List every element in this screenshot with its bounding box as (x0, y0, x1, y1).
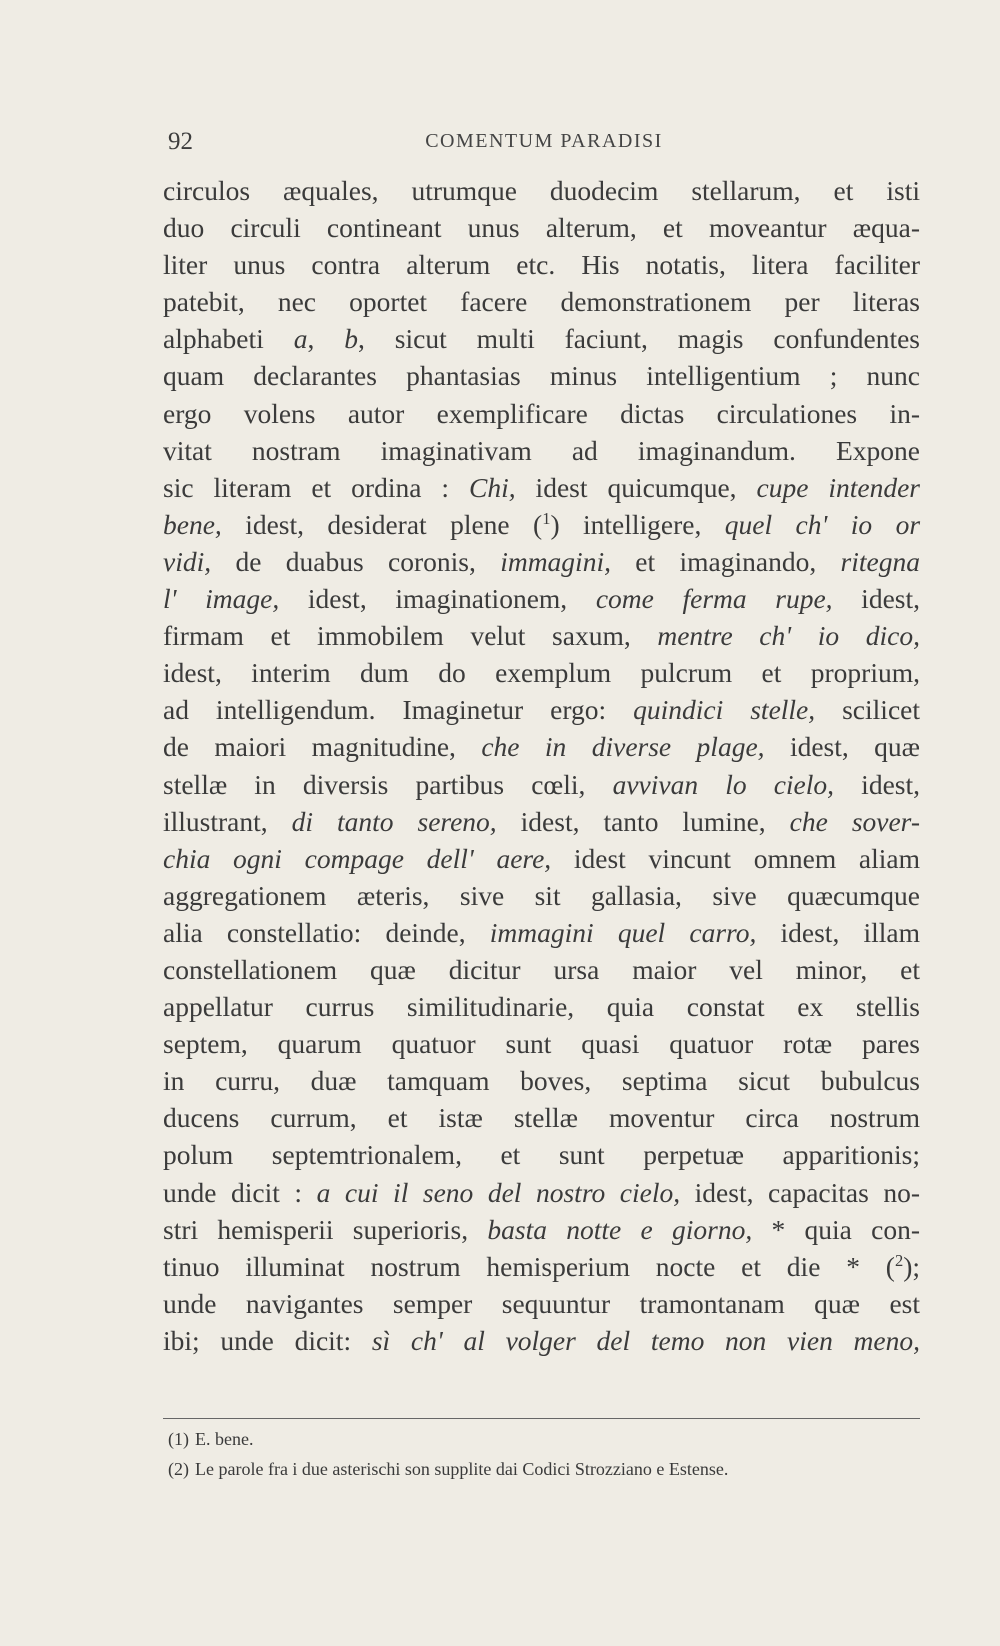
footnote-rule (163, 1418, 920, 1419)
text-line: unde navigantes semper sequuntur tramontanam quæ est (163, 1287, 920, 1319)
body-text (163, 172, 920, 1359)
footnote-marker: (2) (168, 1459, 189, 1479)
text-line: stri hemisperii superioris, basta notte e giorno, * quia con- (163, 1213, 920, 1245)
text-line: circulos æquales, utrumque duodecim stellarum, et isti (163, 175, 920, 206)
text-line: appellatur currus similitudinarie, quia constat ex stellis (163, 991, 920, 1023)
page-number: 92 (168, 128, 193, 155)
footnote-text: E. bene. (195, 1429, 254, 1449)
text-line: duo circuli contineant unus alterum, et moveantur æqua- (163, 212, 920, 244)
text-line: vidi, de duabus coronis, immagini, et imaginando, ritegna (163, 545, 920, 577)
text-line: alia constellatio: deinde, immagini quel carro, idest, illam (163, 916, 921, 948)
running-title: COMENTUM PARADISI (425, 130, 663, 152)
text-line: in curru, duæ tamquam boves, septima sicut bubulcus (163, 1065, 920, 1097)
text-line: ad intelligendum. Imaginetur ergo: quindici stelle, scilicet (163, 694, 920, 726)
text-line: ibi; unde dicit: sì ch' al volger del temo non vien meno, (163, 1324, 920, 1356)
text-line: ducens currum, et istæ stellæ moventur circa nostrum (163, 1102, 920, 1134)
footnotes (168, 1424, 920, 1484)
text-line: constellationem quæ dicitur ursa maior vel minor, et (163, 953, 920, 985)
text-line: ergo volens autor exemplificare dictas circulationes in- (163, 397, 920, 429)
text-line: septem, quarum quatuor sunt quasi quatuor rotæ pares (163, 1028, 920, 1060)
text-line: quam declarantes phantasias minus intelligentium ; nunc (163, 360, 920, 392)
text-line: chia ogni compage dell' aere, idest vincunt omnem aliam (163, 842, 920, 874)
text-line: de maiori magnitudine, che in diverse plage, idest, quæ (163, 731, 921, 763)
text-line: idest, interim dum do exemplum pulcrum et proprium, (163, 657, 920, 689)
text-line: bene, idest, desiderat plene ($^1$) intelligere, quel ch' io or (163, 508, 921, 540)
text-line: vitat nostram imaginativam ad imaginandum. Expone (163, 434, 920, 466)
running-head (168, 128, 920, 158)
footnote-text: Le parole fra i due asterischi son supplite dai Codici Strozziano e Estense. (195, 1459, 729, 1479)
text-line: unde dicit : a cui il seno del nostro cielo, idest, capacitas no- (163, 1176, 920, 1208)
text-line: tinuo illuminat nostrum hemisperium nocte et die * ($^2$); (163, 1250, 920, 1282)
text-line: alphabeti a, b, sicut multi faciunt, magis confundentes (163, 323, 921, 355)
text-line: sic literam et ordina : Chi, idest quicumque, cupe intender (163, 471, 921, 503)
text-line: liter unus contra alterum etc. His notatis, litera faciliter (163, 249, 920, 281)
text-line: polum septemtrionalem, et sunt perpetuæ apparitionis; (163, 1139, 920, 1171)
footnote-marker: (1) (168, 1429, 189, 1449)
footnote (168, 1454, 920, 1484)
text-line: illustrant, di tanto sereno, idest, tanto lumine, che sover- (163, 805, 920, 837)
text-line: l' image, idest, imaginationem, come ferma rupe, idest, (163, 583, 920, 615)
text-line: patebit, nec oportet facere demonstrationem per literas (163, 286, 920, 318)
footnote (168, 1424, 920, 1454)
text-line: aggregationem æteris, sive sit gallasia, sive quæcumque (163, 879, 920, 911)
text-line: firmam et immobilem velut saxum, mentre ch' io dico, (163, 620, 920, 652)
text-line: stellæ in diversis partibus cœli, avvivan lo cielo, idest, (163, 768, 920, 800)
